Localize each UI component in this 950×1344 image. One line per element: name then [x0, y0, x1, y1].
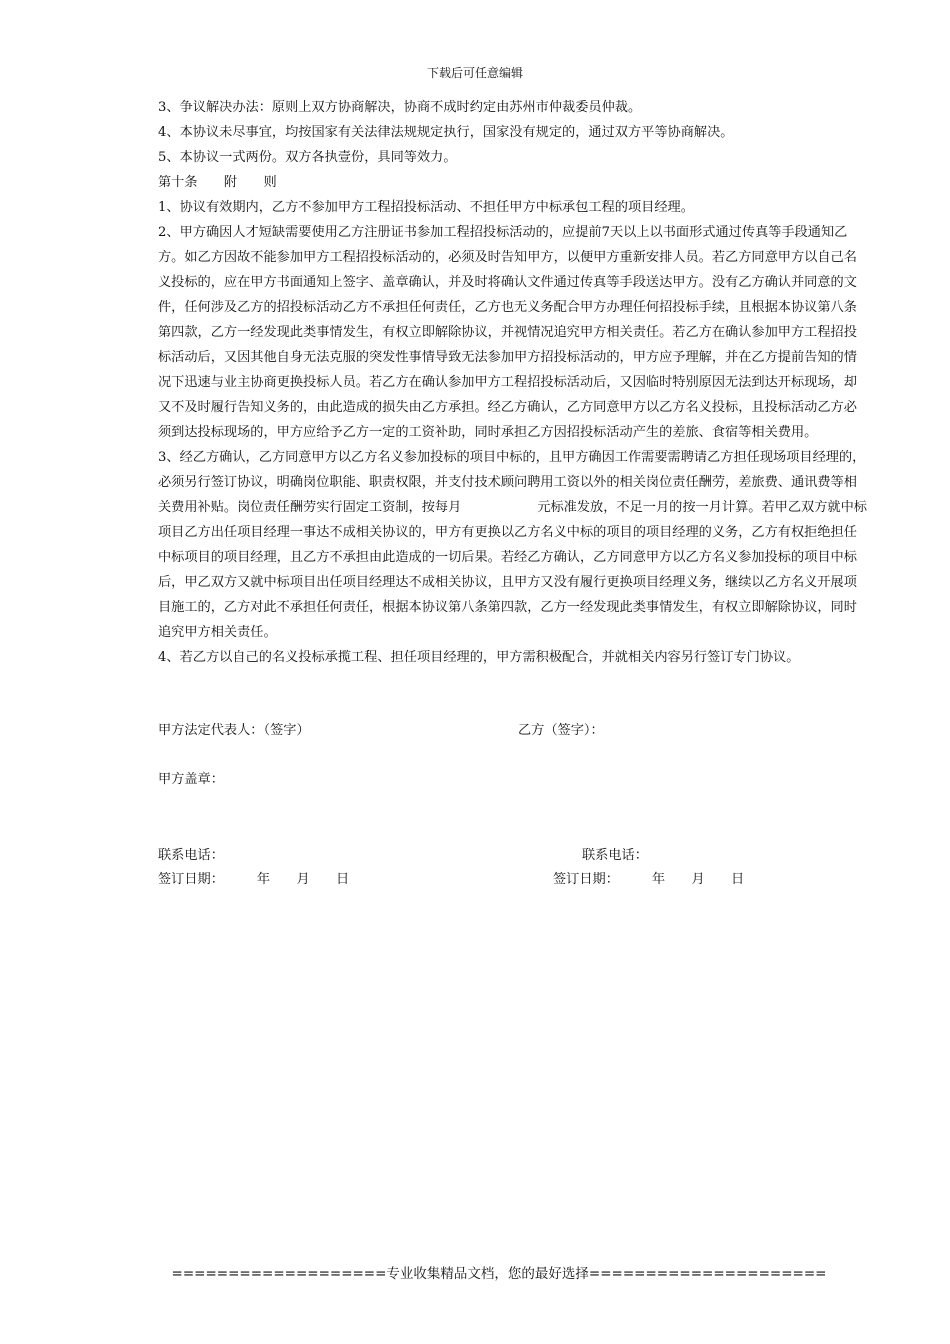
supplementary-3-part-b: 元标准发放，不足一月的按一月计算。若甲乙双方就中标项目乙方出任项目经理一事达不成相关协议的，甲方有更换以乙方名义中标的项目的项目经理的义务，乙方有权拒绝担任中标项目的项目经理，且乙方不承担由此造成的一切后果。若经乙方确认，乙方同意甲方以乙方名义参加投标的项目中标后，甲乙双方又就中标项目出任项目经理达不成相关协议，且甲方又没有履行更换项目经理义务，继续以乙方名义开展项目施工的，乙方对此不承担任何责任，根据本协议第八条第四款，乙方一经发现此类事情发生，有权立即解除协议，同时追究甲方相关责任。 — [158, 500, 867, 640]
party-a-seal-label: 甲方盖章： — [158, 772, 224, 787]
clause-unresolved: 4、本协议未尽事宜，均按国家有关法律法规规定执行，国家没有规定的，通过双方平等协商解决。 — [158, 125, 734, 140]
article-ten-heading: 第十条 附 则 — [158, 175, 277, 190]
document-body — [158, 95, 868, 670]
party-b-signature-label: 乙方（签字）： — [518, 723, 604, 738]
clause-copies: 5、本协议一式两份。双方各执壹份，具同等效力。 — [158, 150, 457, 165]
supplementary-2: 2、甲方确因人才短缺需要使用乙方注册证书参加工程招投标活动的，应提前7天以上以书面形式通过传真等手段通知乙方。如乙方因故不能参加甲方工程招投标活动的，必须及时告知甲方，以便甲方重新安排人员。若乙方同意甲方以自己名义投标的，应在甲方书面通知上签字、盖章确认，并及时将确认文件通过传真等手段送达甲方。没有乙方确认并同意的文件，任何涉及乙方的招投标活动乙方不承担任何责任，乙方也无义务配合甲方办理任何招投标手续，且根据本协议第八条第四款，乙方一经发现此类事情发生，有权立即解除协议，并视情况追究甲方相关责任。若乙方在确认参加甲方工程招投标活动后，又因其他自身无法克服的突发性事情导致无法参加甲方招投标活动的，甲方应予理解，并在乙方提前告知的情况下迅速与业主协商更换投标人员。若乙方在确认参加甲方工程招投标活动后，又因临时特别原因无法到达开标现场，却又不及时履行告知义务的，由此造成的损失由乙方承担。经乙方确认，乙方同意甲方以乙方名义投标，且投标活动乙方必须到达投标现场的，甲方应给予乙方一定的工资补助，同时承担乙方因招投标活动产生的差旅、食宿等相关费用。 — [158, 225, 857, 440]
party-a-date-label: 签订日期： 年 月 日 — [158, 872, 350, 887]
supplementary-3-part-a: 3、经乙方确认，乙方同意甲方以乙方名义参加投标的项目中标的，且甲方确因工作需要需聘请乙方担任现场项目经理的，必须另行签订协议，明确岗位职能、职责权限，并支付技术顾问聘用工资以外的相关岗位责任酬劳，差旅费、通讯费等相关费用补贴。岗位责任酬劳实行固定工资制，按每月 — [158, 450, 866, 515]
party-a-representative-label: 甲方法定代表人：（签字） — [158, 723, 310, 738]
supplementary-1: 1、协议有效期内，乙方不参加甲方工程招投标活动、不担任甲方中标承包工程的项目经理。 — [158, 200, 694, 215]
clause-dispute: 3、争议解决办法：原则上双方协商解决，协商不成时约定由苏州市仲裁委员仲裁。 — [158, 100, 642, 115]
supplementary-3 — [158, 445, 868, 645]
party-b-date-label: 签订日期： 年 月 日 — [553, 872, 745, 887]
page-footer: ===================专业收集精品文档，您的最好选择===================== — [171, 1266, 827, 1282]
party-a-phone-label: 联系电话： — [158, 848, 224, 863]
page-header: 下载后可任意编辑 — [426, 66, 523, 80]
supplementary-4: 4、若乙方以自己的名义投标承揽工程、担任项目经理的，甲方需积极配合，并就相关内容另行签订专门协议。 — [158, 650, 800, 665]
party-b-phone-label: 联系电话： — [582, 848, 648, 863]
